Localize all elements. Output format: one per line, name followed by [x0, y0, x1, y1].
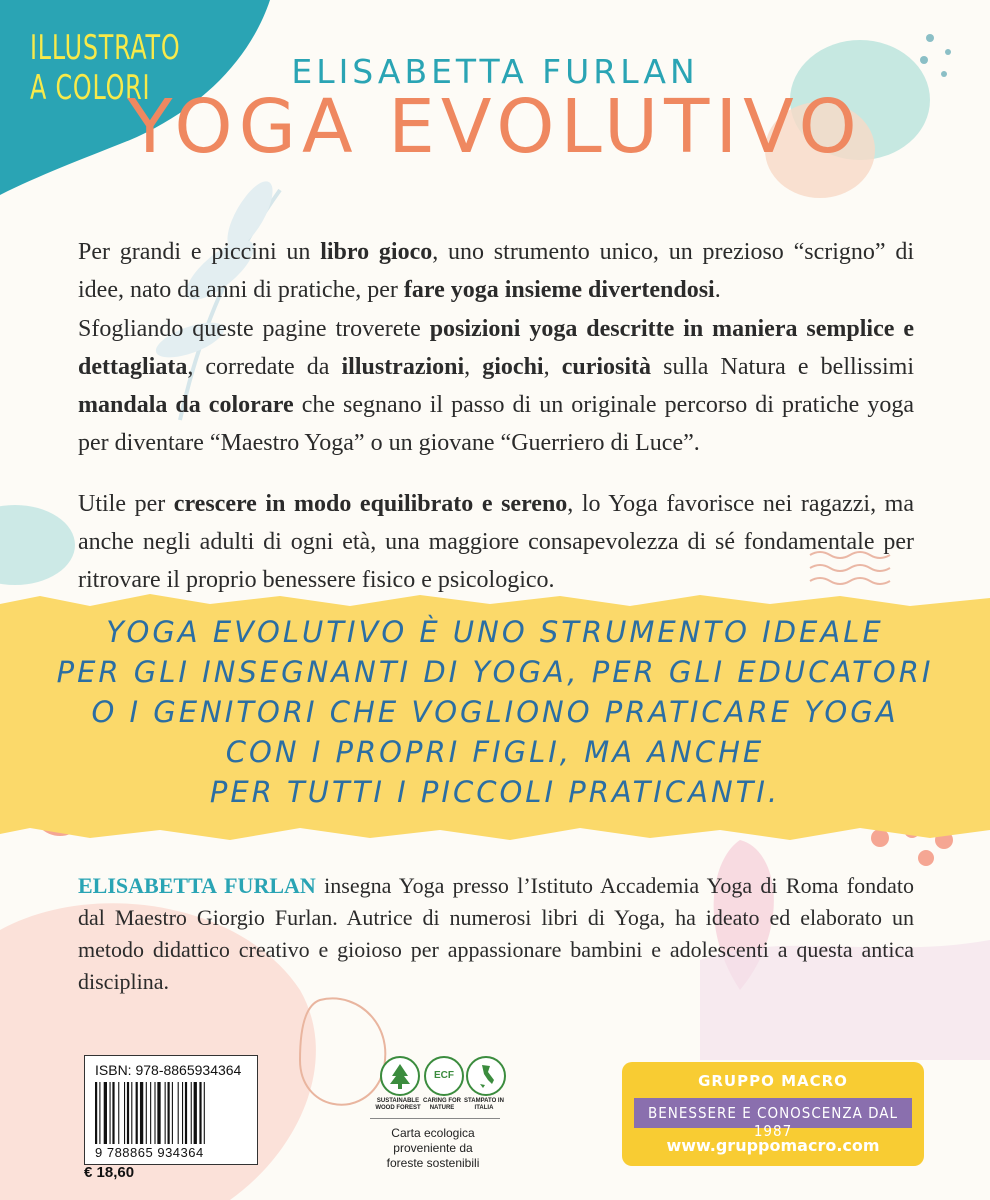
eco-caption — [358, 1126, 508, 1171]
publisher-box — [622, 1062, 924, 1166]
barcode-bar — [165, 1082, 166, 1144]
barcode-bar — [204, 1082, 205, 1144]
bold-phrase: crescere in modo equilibrato e sereno — [173, 491, 568, 517]
caption-line: proveniente da — [393, 1141, 473, 1155]
barcode — [84, 1055, 258, 1165]
publisher-banner — [634, 1098, 912, 1140]
text-run: Sfogliando queste pagine troverete — [78, 316, 430, 342]
bold-phrase: giochi — [482, 354, 544, 380]
eco-label: SUSTAINABLE WOOD FOREST — [375, 1098, 421, 1111]
description-paragraph — [78, 310, 914, 462]
ecf-icon — [424, 1056, 464, 1096]
text-run: Per grandi e piccini un — [78, 239, 321, 265]
text-run: Utile per — [78, 491, 174, 517]
barcode-bar — [157, 1082, 160, 1144]
highlight-text — [0, 612, 990, 812]
barcode-bar — [140, 1082, 143, 1144]
bold-phrase: illustrazioni — [341, 354, 465, 380]
barcode-bar — [110, 1082, 111, 1144]
barcode-bar — [104, 1082, 107, 1144]
barcode-bar — [112, 1082, 114, 1144]
barcode-bar — [131, 1082, 132, 1144]
description-paragraph — [78, 485, 914, 599]
isbn-label: ISBN: 978-8865934364 — [95, 1062, 242, 1078]
highlight-line: PER GLI INSEGNANTI DI YOGA, PER GLI EDUCATORI — [56, 655, 934, 689]
coral-dot — [918, 850, 934, 866]
eco-label: CARING FOR NATURE — [423, 1098, 461, 1111]
bold-phrase: posizioni yoga descritte in maniera semplice e dettagliata — [78, 316, 915, 380]
badge-line: A COLORI — [30, 68, 151, 108]
barcode-bar — [118, 1082, 119, 1144]
barcode-bar — [199, 1082, 201, 1144]
ecf-label: ECF — [434, 1070, 454, 1081]
publisher-name: GRUPPO MACRO — [698, 1072, 848, 1090]
bio-text: insegna Yoga presso l’Istituto Accademia Yoga di Roma fondato dal Maestro Giorgio Furlan. Autrice di numerosi libri di Yoga, ha ideato ed elaborato un metodo didattico creativo e gioioso per appassionare bambini e adolescenti a questa antica disciplina. — [78, 873, 914, 994]
highlight-line: CON I PROPRI FIGLI, MA ANCHE — [225, 735, 765, 769]
barcode-bar — [168, 1082, 170, 1144]
highlight-line: YOGA EVOLUTIVO È UNO STRUMENTO IDEALE — [106, 615, 884, 649]
caption-line: Carta ecologica — [391, 1126, 475, 1140]
bold-phrase: mandala da colorare — [78, 392, 294, 418]
blob-teal-left — [0, 505, 75, 585]
barcode-bar — [154, 1082, 155, 1144]
description-paragraph — [78, 233, 914, 309]
barcode-bar — [124, 1082, 125, 1144]
text-run: , lo Yoga favorisce nei ragazzi, ma anche negli adulti di ogni età, una maggiore consapevolezza di sé fondamentale per ritrovare il proprio benessere fisico e psicologico. — [78, 491, 914, 593]
barcode-bar — [182, 1082, 183, 1144]
barcode-bar — [136, 1082, 138, 1144]
barcode-bar — [150, 1082, 151, 1144]
tree-icon — [380, 1056, 420, 1096]
text-run: , uno strumento unico, un prezioso “scrigno” di idee, nato da anni di pratiche, per — [78, 239, 914, 303]
italy-map-icon — [466, 1056, 506, 1096]
text-run: che segnano il passo di un originale percorso di pratiche yoga per diventare “Maestro Yoga” o un giovane “Guerriero di Luce”. — [78, 392, 915, 456]
bold-phrase: fare yoga insieme divertendosi — [403, 277, 715, 303]
bold-phrase: libro gioco — [320, 239, 433, 265]
bio-author-name: ELISABETTA FURLAN — [78, 873, 316, 898]
barcode-bars — [95, 1082, 247, 1144]
barcode-bar — [194, 1082, 197, 1144]
author-name: ELISABETTA FURLAN — [291, 52, 699, 91]
barcode-bar — [127, 1082, 129, 1144]
bold-phrase: curiosità — [561, 354, 652, 380]
text-run: , corredate da — [187, 354, 342, 380]
text-run: , — [543, 354, 562, 380]
barcode-bar — [178, 1082, 179, 1144]
book-title: YOGA EVOLUTIVO — [127, 84, 863, 170]
divider — [370, 1118, 500, 1119]
text-run: . — [714, 277, 721, 303]
caption-line: foreste sostenibili — [386, 1156, 480, 1170]
barcode-digits: 9 788865 934364 — [95, 1145, 204, 1160]
highlight-line: PER TUTTI I PICCOLI PRATICANTI. — [209, 775, 781, 809]
highlight-line: O I GENITORI CHE VOGLIONO PRATICARE YOGA — [91, 695, 899, 729]
barcode-bar — [95, 1082, 97, 1144]
price: € 18,60 — [84, 1164, 135, 1181]
barcode-bar — [99, 1082, 100, 1144]
barcode-bar — [191, 1082, 192, 1144]
barcode-bar — [146, 1082, 147, 1144]
author-bio — [78, 870, 914, 998]
publisher-tagline: BENESSERE E CONOSCENZA DAL 1987 — [647, 1104, 899, 1140]
text-run: sulla Natura e bellissimi — [651, 354, 915, 380]
text-run: , — [464, 354, 483, 380]
badge-line: ILLUSTRATO — [30, 28, 181, 68]
barcode-bar — [172, 1082, 173, 1144]
publisher-url[interactable]: www.gruppomacro.com — [666, 1136, 880, 1155]
dot — [926, 34, 934, 42]
eco-label: STAMPATO IN ITALIA — [464, 1098, 504, 1111]
barcode-bar — [185, 1082, 187, 1144]
